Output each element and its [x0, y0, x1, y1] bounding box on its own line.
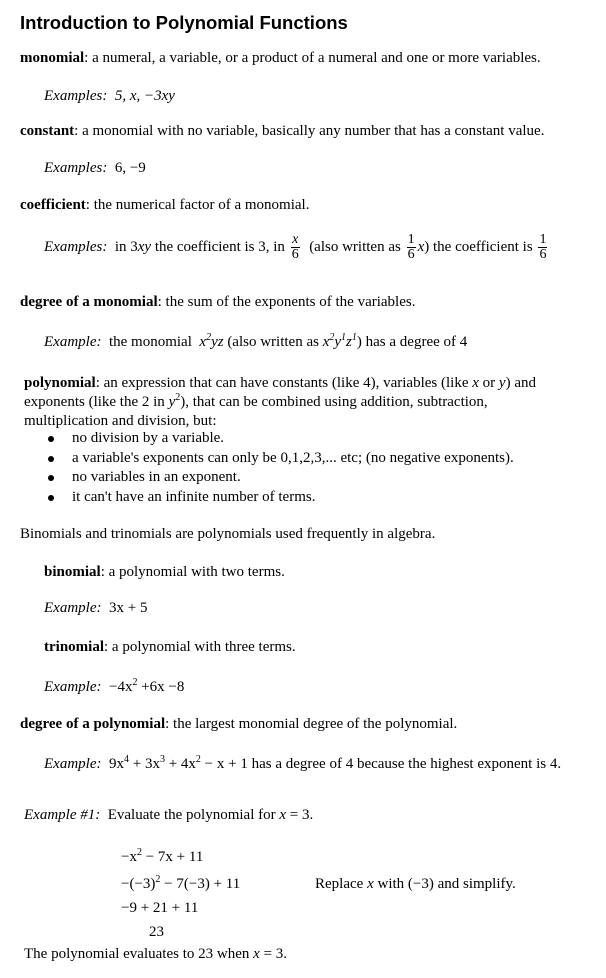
- fraction-x-over-6: $\frac{x}{6}$: [291, 232, 299, 262]
- monomial-examples: Examples: 5, x, −3xy: [44, 88, 175, 104]
- polynomial-term: polynomial: [24, 375, 96, 391]
- coefficient-def: : the numerical factor of a monomial.: [85, 197, 310, 213]
- coefficient-ex-xy: xy: [137, 238, 152, 255]
- polynomial-definition: polynomial: an expression that can have constants (like 4), variables (like x or y) and exponents (like the 2 in $y^2$), that can be combined using addition, subtraction, multiplication and division, but:: [24, 375, 536, 429]
- example1-step3: −9 + 21 + 11: [121, 900, 199, 916]
- monomial-def: : a numeral, a variable, or a product of a numeral and one or more variables.: [84, 50, 541, 66]
- monomial-term: monomial: [20, 50, 85, 66]
- list-item: no variables in an exponent.: [48, 468, 514, 488]
- binomials-intro: Binomials and trinomials are polynomials used frequently in algebra.: [20, 526, 436, 542]
- monomial-x2yz: $x^2yz$: [199, 332, 224, 350]
- degree-monomial-ex-text1: the monomial: [108, 334, 192, 350]
- degree-monomial-ex-text3: ) has a degree of 4: [356, 334, 468, 350]
- bullet-icon: [48, 456, 54, 462]
- constant-def: : a monomial with no variable, basically any number that has a constant value.: [74, 123, 545, 139]
- degree-polynomial-definition: degree of a polynomial: the largest monomial degree of the polynomial.: [20, 716, 458, 732]
- monomial-ex-label: Examples: [44, 88, 103, 104]
- degree-monomial-ex-label: Example: [44, 334, 97, 350]
- constant-ex-values: 6, −9: [114, 160, 146, 176]
- degree-polynomial-term: degree of a polynomial: [20, 716, 166, 732]
- binomial-definition: binomial: a polynomial with two terms.: [44, 564, 285, 580]
- monomial-ex-values: 5, x, −3xy: [114, 88, 175, 104]
- degree-monomial-example: Example: the monomial $x^2yz$ (also written as $x^2y^1z^1$) has a degree of 4: [44, 332, 468, 350]
- degree-monomial-ex-text2: (also written as: [227, 334, 319, 350]
- list-item: a variable's exponents can only be 0,1,2,3,... etc; (no negative exponents).: [48, 449, 514, 469]
- binomial-example: Example: 3x + 5: [44, 600, 148, 616]
- binomial-term: binomial: [44, 564, 101, 580]
- list-item: no division by a variable.: [48, 429, 514, 449]
- fraction-1-over-6: $\frac{1}{6}$: [407, 232, 415, 262]
- fraction-1-over-6-b: $\frac{1}{6}$: [539, 232, 547, 262]
- constant-definition: [20, 123, 544, 140]
- polynomial-expression: $9x^4 + 3x^3 + 4x^2 - x + 1$: [108, 754, 248, 772]
- degree-polynomial-example: Example: $9x^4 + 3x^3 + 4x^2 - x + 1$ has a degree of 4 because the highest exponent is 4.: [44, 754, 562, 772]
- degree-monomial-def: : the sum of the exponents of the variables.: [157, 294, 416, 310]
- bullet-icon: [48, 495, 54, 501]
- coefficient-examples: Examples: in 3xy the coefficient is 3, in $\frac{x}{6}$ (also written as $\frac{1}{6}$ x) the coefficient is $\frac{1}{6}$: [44, 232, 547, 262]
- coefficient-ex-text4: ) the coefficient is: [424, 238, 533, 255]
- polynomial-rules-list: [48, 429, 514, 507]
- bullet-icon: [48, 475, 54, 481]
- monomial-expanded: $x^2y^1z^1$: [322, 332, 357, 350]
- example1-step4: 23: [149, 924, 164, 940]
- constant-term: constant: [20, 123, 75, 139]
- trinomial-definition: trinomial: a polynomial with three terms.: [44, 639, 296, 655]
- example1-conclusion: The polynomial evaluates to 23 when x = 3.: [24, 946, 287, 962]
- trinomial-example: Example: $-4x^2 +6x -8$: [44, 677, 185, 695]
- example1-step2-note: Replace x with (−3) and simplify.: [315, 876, 516, 892]
- coefficient-ex-text1: in 3: [114, 238, 138, 255]
- constant-examples: Examples: 6, −9: [44, 160, 146, 176]
- constant-ex-label: Examples: [44, 160, 103, 176]
- coefficient-ex-text2: the coefficient is 3, in: [151, 238, 285, 255]
- degree-monomial-term: degree of a monomial: [20, 294, 158, 310]
- page-title: Introduction to Polynomial Functions: [20, 12, 348, 33]
- degree-monomial-definition: [20, 294, 415, 311]
- bullet-icon: [48, 436, 54, 442]
- coefficient-term: coefficient: [20, 197, 86, 213]
- trinomial-term: trinomial: [44, 639, 104, 655]
- monomial-definition: [20, 50, 541, 67]
- example1-step1: $-x^2 - 7x + 11$: [121, 847, 204, 865]
- coefficient-ex-text3: (also written as: [309, 238, 401, 255]
- coefficient-ex-label: Examples: [44, 238, 103, 255]
- example1-header: Example #1: Evaluate the polynomial for x = 3.: [24, 807, 314, 823]
- coefficient-definition: [20, 197, 309, 214]
- example1-step2: $-(-3)^2 - 7(-3) + 11$: [121, 874, 241, 892]
- list-item: it can't have an infinite number of terms.: [48, 488, 514, 508]
